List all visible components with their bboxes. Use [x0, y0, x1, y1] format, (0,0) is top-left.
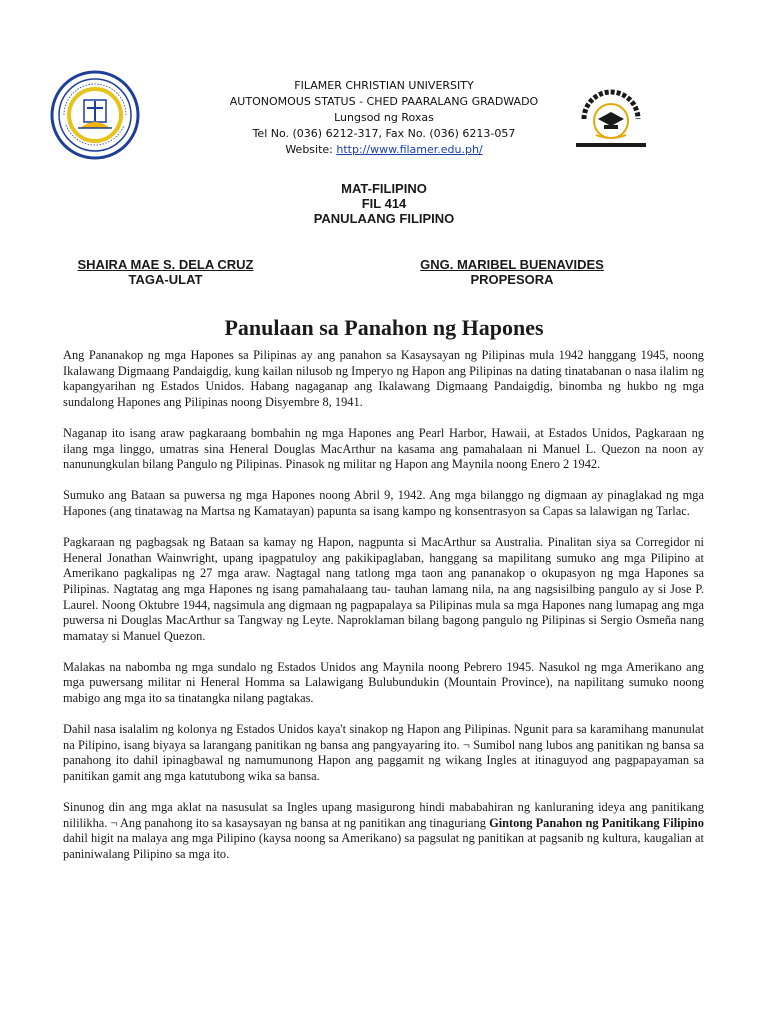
university-info [160, 78, 608, 158]
paragraph: Naganap ito isang araw pagkaraang bombahin ng mga Hapones ang Pearl Harbor, Hawaii, at Estados Unidos, Pagkaraan ng ilang mga linggo, umatras sina Heneral Douglas MacArthur na kasama ang pamahalaan ni Manuel L. Quezon na noon ay nanunungkulan bilang Pangulo ng Pilipinas. Pinasok ng militar ng Hapon ang Maynila noong Enero 2 1942. [63, 425, 704, 472]
professor [404, 257, 620, 287]
course-program: MAT-FILIPINO [341, 181, 427, 196]
university-city: Lungsod ng Roxas [334, 111, 434, 124]
course-code: FIL 414 [361, 196, 407, 211]
paragraph: Dahil nasa isalalim ng kolonya ng Estados Unidos kaya't sinakop ng Hapon ang Pilipinas. Ngunit para sa karamihang manunulat na Pilipino, isang biyaya sa larangang panitikan ng bansa ang pangyayaring ito. ¬ Sumibol nang lubos ang panitikan ng bansa sa panahong ito dahil ipinagbawal ng namumunong Hapon ang paggamit ng wikang Ingles at itinaguyod ang pagpapayaman sa panitikan gamit ang mga katutubong wika sa bansa. [63, 722, 704, 784]
university-contact: Tel No. (036) 6212-317, Fax No. (036) 6213-057 [252, 127, 516, 140]
website-label: Website: [285, 143, 337, 156]
university-name: FILAMER CHRISTIAN UNIVERSITY [294, 79, 474, 92]
university-website [160, 142, 608, 158]
paragraph: Pagkaraan ng pagbagsak ng Bataan sa kamay ng Hapon, nagpunta si MacArthur sa Australia. Pinalitan siya sa Corregidor ni Heneral Jonathan Wainwright, upang ipagpatuloy ang pakikipaglaban, hanggang sa mapilitang sumuko ang mga Pilipino at Amerikano pagkalipas ng 27 mga araw. Nagtagal nang tatlong mga taon ang pananakop o okupasyon ng mga Hapones sa Pilipinas. Nagtatag ang mga Hapones ng isang pamahalaang tau- tauhan lamang nila, na ang nagsisilbing pangulo ay si Jose P. Laurel. Noong Oktubre 1944, nagsimula ang digmaan ng pagpapalaya sa Pilipinas mula sa mga Hapones nang lumapag ang mga puwersa ni Douglas MacArthur sa Tangway ng Leyte. Naproklaman bilang bagong pangulo ng Pilipinas si Sergio Osmeña nang mamatay si Manuel Quezon. [63, 535, 704, 643]
course-name: PANULAANG FILIPINO [313, 211, 455, 226]
graduate-school-emblem-icon [566, 75, 656, 155]
professor-role: PROPESORA [470, 272, 554, 287]
letterhead [0, 0, 768, 160]
university-status: AUTONOMOUS STATUS - CHED PAARALANG GRADWADO [229, 95, 539, 108]
paragraph-text: dahil higit na malaya ang mga Pilipino (kaysa noong sa Amerikano) sa pagsulat ng panitikan at pagsanib ng kultura, kaugalian at paniniwalang Pilipino sa mga ito. [63, 831, 704, 861]
reporter-name: SHAIRA MAE S. DELA CRUZ [77, 257, 254, 272]
paragraph: Ang Pananakop ng mga Hapones sa Pilipinas ay ang panahon sa Kasaysayan ng Pilipinas mula 1942 hanggang 1945, noong Ikalawang Digmaang Pandaigdig, kung kailan nilusob ng Imperyo ng Hapon ang Pilipinas na dating tinatabanan o nasa ilalim ng kapangyarihan ng Estados Unidos. Habang nagaganap ang Ikalawang Digmaang Pandaigdig, binomba ng hukbo ng mga sundalong Hapones ang Pilipinas noong Disyembre 8, 1941. [63, 348, 704, 409]
professor-name: GNG. MARIBEL BUENAVIDES [420, 257, 604, 272]
document-title: Panulaan sa Panahon ng Hapones [224, 315, 544, 340]
paragraph-last [63, 800, 704, 862]
paragraph: Sumuko ang Bataan sa puwersa ng mga Hapones noong Abril 9, 1942. Ang mga bilanggo ng digmaan ay pinaglakad ng mga Hapones (ang tinatawag na Martsa ng Kamatayan) papunta sa isang kampo ng konsentrasyon sa Capas sa lalawigan ng Tarlac. [63, 488, 704, 518]
paragraph: Malakas na nabomba ng mga sundalo ng Estados Unidos ang Maynila noong Pebrero 1945. Nasukol ng mga Amerikano ang mga puwersang militar ni Heneral Homma sa Lalawigang Bulubundukin (Mountain Province), na napilitang sumuko noong mabigo ang mga ito sa tinatangka nilang pagtakas. [63, 659, 704, 706]
university-seal-icon [50, 70, 140, 160]
emphasized-term: Gintong Panahon ng Panitikang Filipino [489, 815, 705, 830]
reporter [63, 257, 268, 287]
document-body [63, 348, 704, 878]
paragraph-text: Sinunog din ang mga aklat na nasusulat sa Ingles upang masigurong hindi mababahiran ng kanluraning ideya ang panitikang nililikha. ¬ Ang panahong ito sa kasaysayan ng bansa at ng panitikan ang tinaguriang [63, 800, 704, 830]
website-link[interactable]: http://www.filamer.edu.ph/ [336, 143, 483, 156]
course-info [0, 181, 768, 226]
reporter-role: TAGA-ULAT [128, 272, 203, 287]
